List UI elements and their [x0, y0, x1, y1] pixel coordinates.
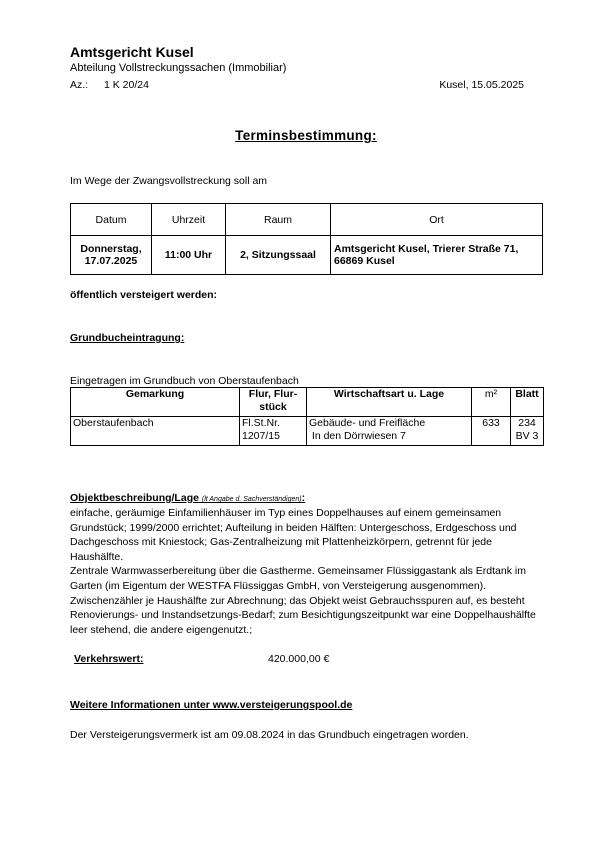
- termin-place-line1: Amtsgericht Kusel, Trierer Straße 71,: [334, 243, 519, 255]
- az-label: Az.:: [70, 79, 89, 91]
- objekt-paragraph-2: Zentrale Warmwasserbereitung über die Gastherme. Gemeinsamer Flüssiggastank als Erdtank im Garten (im Eigentum der WESTFA Flüssiggas GmbH, von Versteigerung ausgenommen). Zwischenzähler je Haushälfte zur Abrechnung; das Objekt weist Gebrauchsspuren auf, es besteht Renovierungs- und Instandsetzungs-Bedarf; zum Besichtigungszeitpunkt war eine Doppelhaushälfte leer stehend, die andere eigengenutzt.;: [70, 565, 536, 636]
- az-value: 1 K 20/24: [104, 79, 149, 91]
- verkehrswert-label: Verkehrswert:: [74, 653, 144, 665]
- row-blatt-line1: 234: [518, 417, 536, 429]
- info-link[interactable]: Weitere Informationen unter www.versteigerungspool.de: [70, 699, 353, 711]
- row-wirt-line1: Gebäude- und Freifläche: [309, 417, 426, 429]
- header-datum: Datum: [71, 204, 152, 236]
- intro-text: Im Wege der Zwangsvollstreckung soll am: [70, 175, 268, 187]
- termin-time: 11:00 Uhr: [152, 236, 226, 275]
- termin-date: [71, 236, 152, 275]
- termin-date-line1: Donnerstag,: [80, 243, 142, 255]
- objekt-description: [70, 506, 542, 637]
- termin-table: [70, 203, 543, 275]
- objekt-paragraph-1: einfache, geräumige Einfamilienhäuser im Typ eines Doppelhauses auf einem gemeinsamen Grundstück; 1999/2000 errichtet; Aufteilung in beiden Hälften: Untergeschoss, Erdgeschoss und Dachgeschoss mit Kniestock; Gas-Zentralheizung mit Plattenheizkörpern, getrennt für jede Haushälfte.: [70, 507, 517, 563]
- vermerk-text: Der Versteigerungsvermerk ist am 09.08.2024 in das Grundbuch eingetragen worden.: [70, 729, 469, 741]
- grundbuch-table: [70, 387, 544, 446]
- termin-value-row: [71, 236, 543, 275]
- header-gemarkung: Gemarkung: [71, 388, 240, 417]
- termin-place-line2: 66869 Kusel: [334, 255, 395, 267]
- termin-header-row: [71, 204, 543, 236]
- row-wirtschaftsart: [307, 417, 472, 446]
- versteigert-text: öffentlich versteigert werden:: [70, 289, 218, 301]
- row-m2: 633: [472, 417, 511, 446]
- termin-date-line2: 17.07.2025: [84, 255, 138, 267]
- row-wirt-line2: In den Dörrwiesen 7: [309, 430, 406, 442]
- grundbuch-heading: Grundbucheintragung:: [70, 332, 185, 344]
- header-flur-line2: stück: [259, 401, 287, 413]
- header-m2: m²: [472, 388, 511, 417]
- place-date: Kusel, 15.05.2025: [439, 79, 524, 91]
- header-flur: [240, 388, 307, 417]
- grundbuch-header-row: [71, 388, 544, 417]
- grundbuch-intro: Eingetragen im Grundbuch von Oberstaufenbach: [70, 375, 299, 387]
- termin-room: 2, Sitzungssaal: [226, 236, 331, 275]
- objekt-heading: [70, 492, 305, 504]
- row-flur: [240, 417, 307, 446]
- row-blatt-line2: BV 3: [515, 430, 539, 442]
- header-ort: Ort: [331, 204, 543, 236]
- department: Abteilung Vollstreckungssachen (Immobiliar): [70, 62, 287, 74]
- header-flur-line1: Flur, Flur-: [248, 388, 298, 400]
- court-name: Amtsgericht Kusel: [70, 44, 194, 60]
- header-uhrzeit: Uhrzeit: [152, 204, 226, 236]
- row-flur-line2: 1207/15: [242, 430, 280, 442]
- header-blatt: Blatt: [511, 388, 544, 417]
- objekt-heading-text: Objektbeschreibung/Lage: [70, 492, 199, 504]
- row-flur-line1: Fl.St.Nr.: [242, 417, 280, 429]
- row-blatt: [511, 417, 544, 446]
- termin-place: [331, 236, 543, 275]
- verkehrswert-value: 420.000,00 €: [268, 653, 330, 665]
- objekt-note: (lt Angabe d. Sachverständigen): [201, 496, 302, 503]
- header-raum: Raum: [226, 204, 331, 236]
- header-wirtschaftsart: Wirtschaftsart u. Lage: [307, 388, 472, 417]
- document-title: Terminsbestimmung:: [235, 128, 377, 143]
- objekt-colon: :: [301, 492, 306, 504]
- row-gemarkung: Oberstaufenbach: [71, 417, 240, 446]
- grundbuch-row: [71, 417, 544, 446]
